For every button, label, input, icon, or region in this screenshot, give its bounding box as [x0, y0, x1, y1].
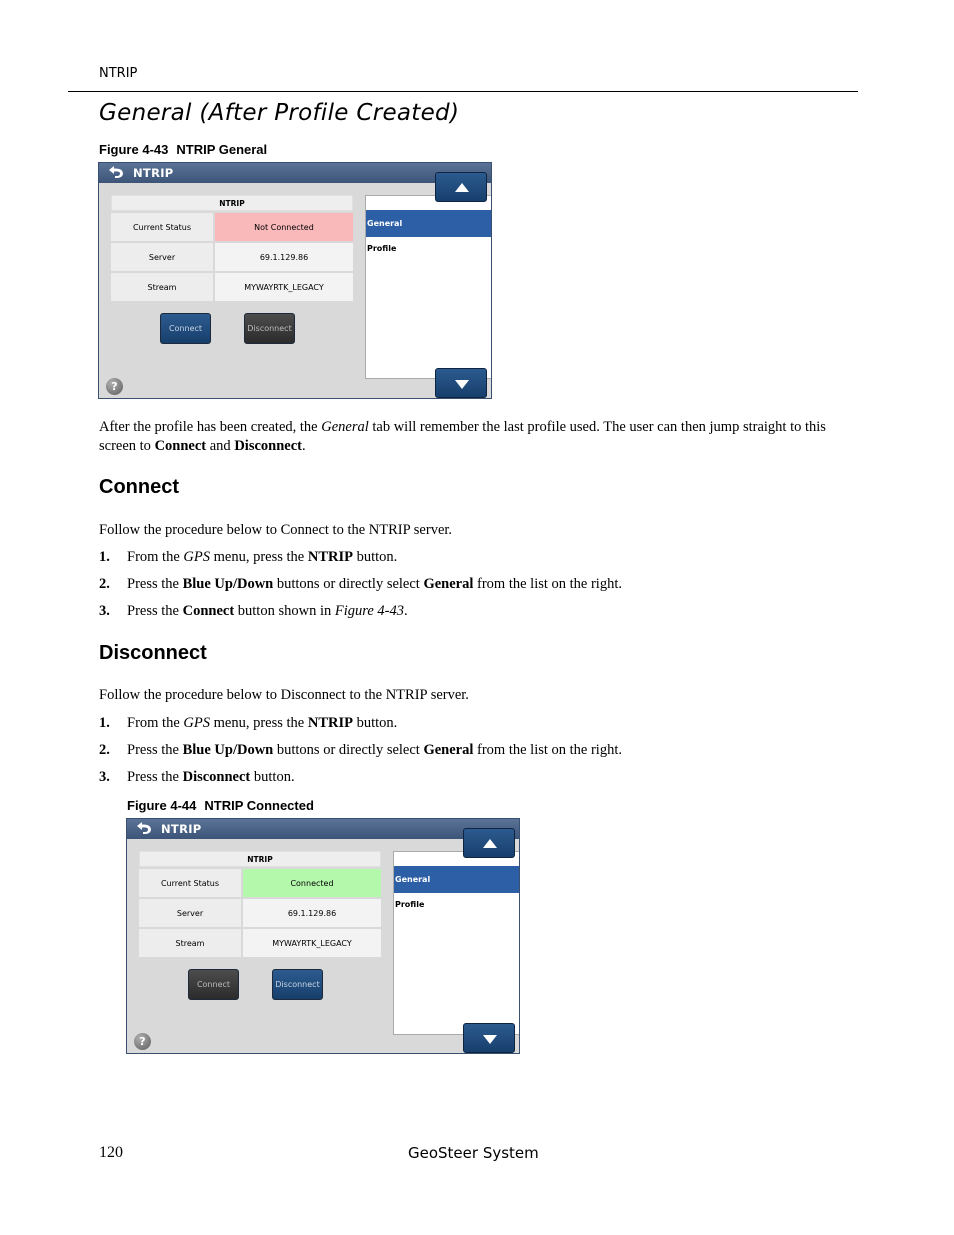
scroll-down-button[interactable]: [435, 368, 487, 398]
status-value: Not Connected: [215, 213, 353, 241]
table-row: [139, 927, 381, 957]
list-item-general[interactable]: General: [366, 210, 492, 237]
page-number: 120: [99, 1144, 123, 1161]
help-icon[interactable]: ?: [134, 1033, 151, 1050]
row-label: Stream: [111, 273, 213, 301]
tab-list: [365, 195, 492, 379]
list-item-general[interactable]: General: [394, 866, 520, 893]
row-label: Server: [111, 243, 213, 271]
tab-list: [393, 851, 520, 1035]
connect-intro: Follow the procedure below to Connect to the NTRIP server.: [99, 522, 453, 538]
row-label: Current Status: [139, 869, 241, 897]
intro-paragraph: After the profile has been created, the General tab will remember the last profile used. The user can then jump straight to this screen to Connect and Disconnect.: [99, 419, 826, 454]
up-arrow-icon: [483, 839, 497, 848]
row-label: Server: [139, 899, 241, 927]
connect-button[interactable]: Connect: [188, 969, 239, 1000]
list-item: 1. From the GPS menu, press the NTRIP button.: [99, 549, 398, 565]
figure-number: Figure 4-44: [127, 798, 197, 813]
table-header: NTRIP: [111, 195, 353, 211]
scroll-down-button[interactable]: [463, 1023, 515, 1053]
list-item: 1. From the GPS menu, press the NTRIP button.: [99, 715, 398, 731]
list-item-profile[interactable]: Profile: [395, 900, 425, 909]
status-value: Connected: [243, 869, 381, 897]
status-table: [139, 851, 381, 957]
figure-caption-2: [127, 798, 314, 813]
screen-title: NTRIP: [133, 166, 174, 180]
table-row: [111, 271, 353, 301]
up-arrow-icon: [455, 183, 469, 192]
figure-title: NTRIP Connected: [204, 798, 314, 813]
server-value: 69.1.129.86: [215, 243, 353, 271]
table-header: NTRIP: [139, 851, 381, 867]
connect-button[interactable]: Connect: [160, 313, 211, 344]
table-row: [111, 211, 353, 241]
stream-value: MYWAYRTK_LEGACY: [243, 929, 381, 957]
scroll-up-button[interactable]: [463, 828, 515, 858]
down-arrow-icon: [483, 1035, 497, 1044]
figure-number: Figure 4-43: [99, 142, 169, 157]
connect-heading: Connect: [99, 476, 179, 498]
back-arrow-icon[interactable]: [105, 165, 127, 180]
figure-caption-1: [99, 142, 267, 157]
row-label: Stream: [139, 929, 241, 957]
back-arrow-icon[interactable]: [133, 821, 155, 836]
running-header: NTRIP: [99, 66, 138, 81]
help-icon[interactable]: ?: [106, 378, 123, 395]
row-label: Current Status: [111, 213, 213, 241]
figure-title: NTRIP General: [176, 142, 268, 157]
screen-titlebar: [99, 163, 491, 183]
status-table: [111, 195, 353, 301]
stream-value: MYWAYRTK_LEGACY: [215, 273, 353, 301]
down-arrow-icon: [455, 380, 469, 389]
table-row: [111, 241, 353, 271]
table-row: [139, 897, 381, 927]
disconnect-intro: Follow the procedure below to Disconnect to the NTRIP server.: [99, 687, 469, 703]
ntrip-general-screenshot: [98, 162, 492, 399]
disconnect-heading: Disconnect: [99, 642, 207, 664]
list-item: 2. Press the Blue Up/Down buttons or directly select General from the list on the right.: [99, 742, 622, 758]
list-item: 3. Press the Disconnect button.: [99, 769, 295, 785]
list-item: 3. Press the Connect button shown in Figure 4-43.: [99, 603, 408, 619]
server-value: 69.1.129.86: [243, 899, 381, 927]
disconnect-button[interactable]: Disconnect: [272, 969, 323, 1000]
list-item: 2. Press the Blue Up/Down buttons or directly select General from the list on the right.: [99, 576, 622, 592]
list-item-profile[interactable]: Profile: [367, 244, 397, 253]
screen-title: NTRIP: [161, 822, 202, 836]
ntrip-connected-screenshot: [126, 818, 520, 1054]
disconnect-button[interactable]: Disconnect: [244, 313, 295, 344]
screen-titlebar: [127, 819, 519, 839]
footer-title: GeoSteer System: [408, 1144, 539, 1162]
table-row: [139, 867, 381, 897]
scroll-up-button[interactable]: [435, 172, 487, 202]
header-rule: [68, 91, 858, 92]
page-title: General (After Profile Created): [99, 100, 460, 126]
